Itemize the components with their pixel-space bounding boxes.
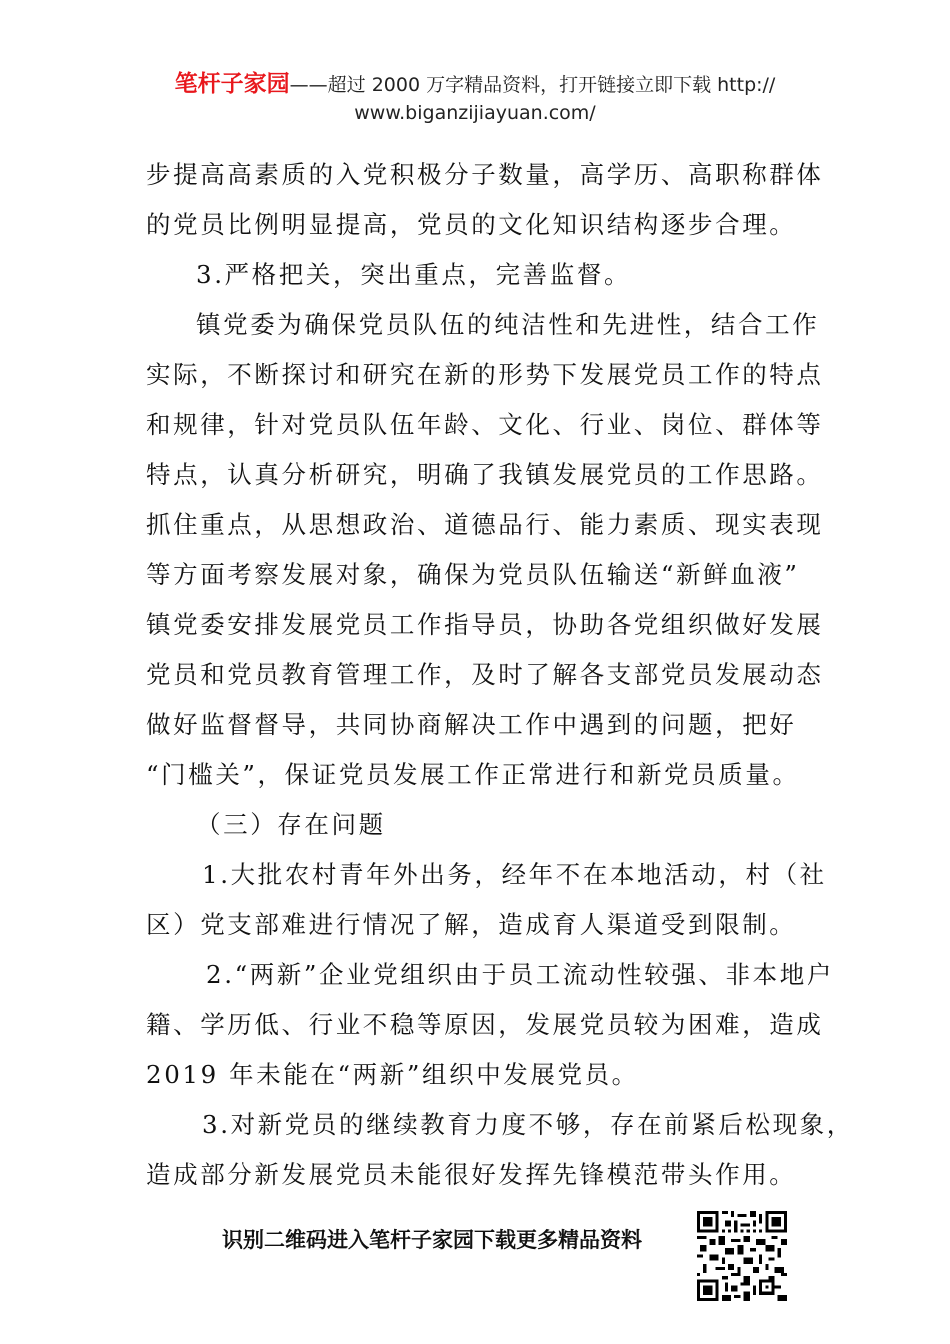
page-header [0, 70, 950, 127]
body-line: 1.大批农村青年外出务，经年不在本地活动，村（社 [202, 860, 827, 889]
body-line: 步提高高素质的入党积极分子数量，高学历、高职称群体 [146, 160, 824, 189]
body-line: 籍、学历低、行业不稳等原因，发展党员较为困难，造成 [146, 1010, 824, 1039]
body-line: 的党员比例明显提高，党员的文化知识结构逐步合理。 [146, 210, 797, 239]
body-line: 做好监督督导，共同协商解决工作中遇到的问题，把好 [146, 710, 797, 739]
body-line: 实际，不断探讨和研究在新的形势下发展党员工作的特点 [146, 360, 824, 389]
body-line: 2019 年未能在“两新”组织中发展党员。 [146, 1060, 639, 1089]
body-line: 抓住重点，从思想政治、道德品行、能力素质、现实表现 [146, 510, 824, 539]
body-line: 造成部分新发展党员未能很好发挥先锋模范带头作用。 [146, 1160, 797, 1189]
brand-name: 笔杆子家园 [174, 71, 290, 97]
body-line: 3.对新党员的继续教育力度不够，存在前紧后松现象， [202, 1110, 854, 1139]
section-heading: （三）存在问题 [196, 810, 386, 839]
footer-text: 识别二维码进入笔杆子家园下载更多精品资料 [222, 1228, 642, 1252]
document-body [146, 150, 854, 1200]
body-line: 镇党委安排发展党员工作指导员，协助各党组织做好发展 [146, 610, 824, 639]
body-line: 等方面考察发展对象，确保为党员队伍输送“新鲜血液” [146, 560, 800, 589]
body-line: 2.“两新”企业党组织由于员工流动性较强、非本地户 [206, 960, 834, 989]
header-line-1 [0, 70, 950, 99]
header-tagline: ——超过 2000 万字精品资料，打开链接立即下载 http:// [289, 74, 776, 96]
qr-code-icon[interactable] [697, 1211, 787, 1301]
body-line: 区）党支部难进行情况了解，造成育人渠道受到限制。 [146, 910, 797, 939]
body-line: “门槛关”，保证党员发展工作正常进行和新党员质量。 [146, 760, 800, 789]
body-line: 党员和党员教育管理工作，及时了解各支部党员发展动态 [146, 660, 824, 689]
body-line: 镇党委为确保党员队伍的纯洁性和先进性，结合工作 [196, 310, 820, 339]
section-heading: 3.严格把关，突出重点，完善监督。 [196, 260, 632, 289]
body-line: 特点，认真分析研究，明确了我镇发展党员的工作思路。 [146, 460, 824, 489]
header-url[interactable]: www.biganzijiayuan.com/ [354, 102, 596, 124]
page-footer [0, 1222, 950, 1302]
body-line: 和规律，针对党员队伍年龄、文化、行业、岗位、群体等 [146, 410, 824, 439]
